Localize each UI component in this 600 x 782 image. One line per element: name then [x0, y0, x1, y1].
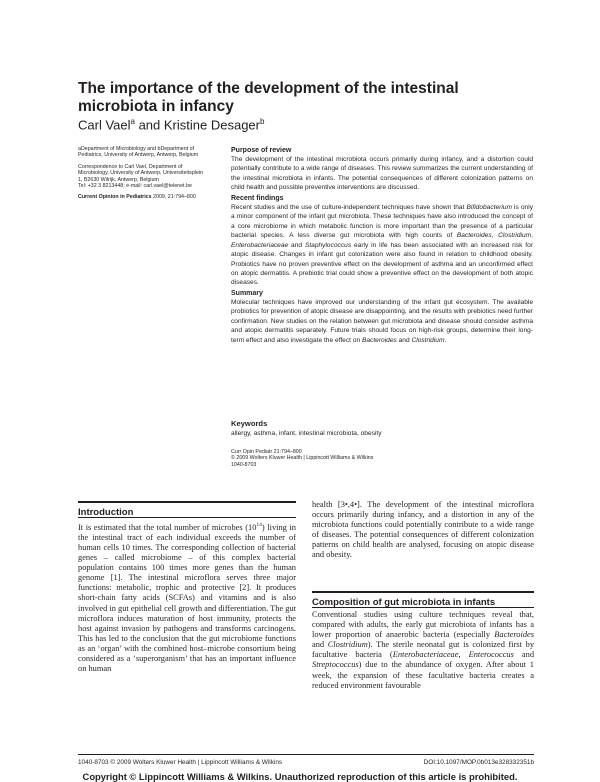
genus-name: Bacteroides [456, 232, 492, 240]
genus-name: Enterococcus [468, 650, 514, 660]
exponent: 14 [256, 522, 262, 528]
composition-top-rule [312, 591, 534, 593]
text-run: ) due to the abundance of oxygen. After about 1 week, the expansion of these facultative bacteria creates a reduced environment favourable [312, 660, 534, 690]
abstract [231, 146, 533, 346]
purpose-text: The development of the intestinal microbiota occurs primarily during infancy, and a distortion could potentially contribute to a wide range of diseases. This review summarizes the current understanding of the intestinal microbiota in infants. The potential consequences of different colonization patterns on child health and possible preventive interventions are discussed. [231, 156, 533, 192]
summary-heading: Summary [231, 289, 263, 297]
author-1: Carl Vael [78, 117, 131, 133]
text-run: Molecular techniques have improved our understanding of the infant gut ecosystem. The available probiotics for prevention of atopic disease are disappointing, and the results with prebiotics need further confirmation. New studies on the relation between gut microbiota and disease should consider asthma and atopic dermatitis separately. Future trials should focus on high-risk groups, determine their long-term effect and also investigate the effect on [231, 298, 533, 344]
genus-name: Bacteroides [494, 630, 534, 640]
genus-name: Bacteroides [361, 336, 397, 344]
genus-name: Clostridium [411, 336, 445, 344]
composition-heading: Composition of gut microbiota in infants [312, 597, 496, 608]
purpose-heading: Purpose of review [231, 147, 292, 154]
authors [78, 114, 264, 132]
article-title: The importance of the development of the intestinal microbiota in infancy [78, 80, 459, 115]
text-run: . [444, 336, 447, 344]
genus-name: Enterobacteriaceae [231, 241, 289, 249]
introduction-heading: Introduction [78, 507, 134, 518]
journal-reference [78, 194, 224, 200]
composition-text [312, 610, 534, 691]
introduction-continued: health [3•,4•]. The development of the intestinal microflora occurs primarily during infancy, and a distortion in any of the microbiota functions could potentially contribute to a wide range of diseases. The potential consequences of different colonization patterns on child health are analysed, focusing on atopic disease and obesity. [312, 500, 534, 560]
affiliations [78, 146, 224, 206]
journal-name: Current Opinion in Pediatrics [78, 194, 152, 201]
text-run: , [458, 650, 469, 660]
text-run: and [312, 640, 328, 650]
genus-name: Enterobacteriaceae [392, 650, 459, 660]
author-2-affil-mark: b [260, 117, 265, 126]
findings-text [231, 203, 533, 288]
text-run: and [288, 241, 305, 249]
text-run: , [531, 232, 533, 240]
genus-name: Clostridium [327, 640, 368, 650]
findings-heading: Recent findings [231, 194, 284, 202]
copyright-notice: Copyright © Lippincott Williams & Wilkins. Unauthorized reproduction of this article is prohibited. [82, 771, 518, 782]
footer-issn: 1040-8703 © 2009 Wolters Kluwer Health | Lippincott Williams & Wilkins [78, 759, 283, 766]
summary-text [231, 298, 533, 345]
text-run: ). The sterile neonatal gut is colonized first by facultative bacteria ( [312, 640, 534, 660]
corr-line: Correspondence to Carl Vael, Department of [78, 163, 183, 170]
journal-volume: 2009, 21:794–800 [151, 194, 196, 201]
corr-line: Tel: +32 3 8213448; e-mail: carl.vael@telenet.be [78, 183, 192, 190]
dept-line: Pediatrics, University of Antwerp, Antwerp, Belgium [78, 152, 199, 159]
text-run: early in life has been associated with an increased risk for atopic disease. Changes in infant gut colonization were also found in relation to childhood obesity. Probiotics have no proven preventive effect on the development of asthma and an unconfirmed effect on atopic dermatitis. A prebiotic trial could show a preventive effect on the development of both atopic diseases. [231, 241, 533, 287]
text-run: It is estimated that the total number of microbes (10 [78, 522, 257, 532]
dept-line: aDepartment of Microbiology and bDepartment of [78, 146, 195, 152]
authors-conjunction: and [134, 117, 164, 133]
intro-top-rule [78, 501, 296, 503]
keywords-block [231, 419, 533, 438]
text-run: is only a minor component of the infant gut microbiota. These techniques have also introduced the concept of a core microbiome in which metabolic function is more important than the presence of a particular bacterial species. A less diverse gut microbiota with high counts of [231, 203, 533, 240]
correspondence [78, 164, 224, 190]
text-run: Conventional studies using culture techniques reveal that, compared with adults, the early gut microbiota of infants has a lower proportion of anaerobic bacteria (especially [312, 610, 534, 640]
department-affiliation [78, 146, 224, 159]
text-run: and [396, 336, 412, 344]
corr-line: 1, B2630 Wilrijk, Antwerp, Belgium [78, 176, 159, 183]
genus-name: Streptococcus [312, 660, 359, 670]
genus-name: Staphylococcus [304, 241, 352, 249]
citation-line: © 2009 Wolters Kluwer Health | Lippincott Williams & Wilkins [231, 455, 374, 462]
citation-line: Curr Opin Pediatr 21:794–800 [231, 449, 302, 455]
genus-name: Bifidobacterium [466, 203, 512, 211]
footer-rule [78, 754, 534, 755]
text-run: , [491, 232, 499, 240]
corr-line: Microbiology, University of Antwerp, Universiteitsplein [78, 170, 204, 177]
keywords-list: allergy, asthma, infant, intestinal microbiota, obesity [231, 430, 382, 437]
genus-name: Clostridium [498, 232, 532, 240]
author-2: Kristine Desager [163, 117, 260, 133]
introduction-text [78, 520, 296, 674]
footer-doi: DOI:10.1097/MOP.0b013e328332351b [423, 759, 534, 766]
citation-line: 1040-8703 [231, 461, 257, 468]
citation-block [231, 449, 373, 468]
author-1-affil-mark: a [130, 117, 135, 126]
keywords-heading: Keywords [231, 419, 268, 428]
text-run: Recent studies and the use of culture-independent techniques have shown that [231, 203, 467, 211]
text-run: ) living in the intestinal tract of each individual exceeds the number of human cells 10 times. The corresponding collection of bacterial genes – called microbiome – of this complex bacterial population contains 100 times more genes than the human genome [1]. The intestinal microflora serves three major functions: metabolic, trophic and protective [2]. It produces short-chain fatty acids (SCFAs) and vitamins and is also involved in gut epithelial cell growth and differentiation. The gut microflora induces maturation of host immunity, protects the host against invasion by pathogens and transforms carcinogens. This has led to the conclusion that the gut microbiome functions as an ‘organ’ with the combined host–microbe consortium being considered as a ‘superorganism’ that has an important influence on human [78, 522, 296, 674]
text-run: and [513, 650, 535, 660]
